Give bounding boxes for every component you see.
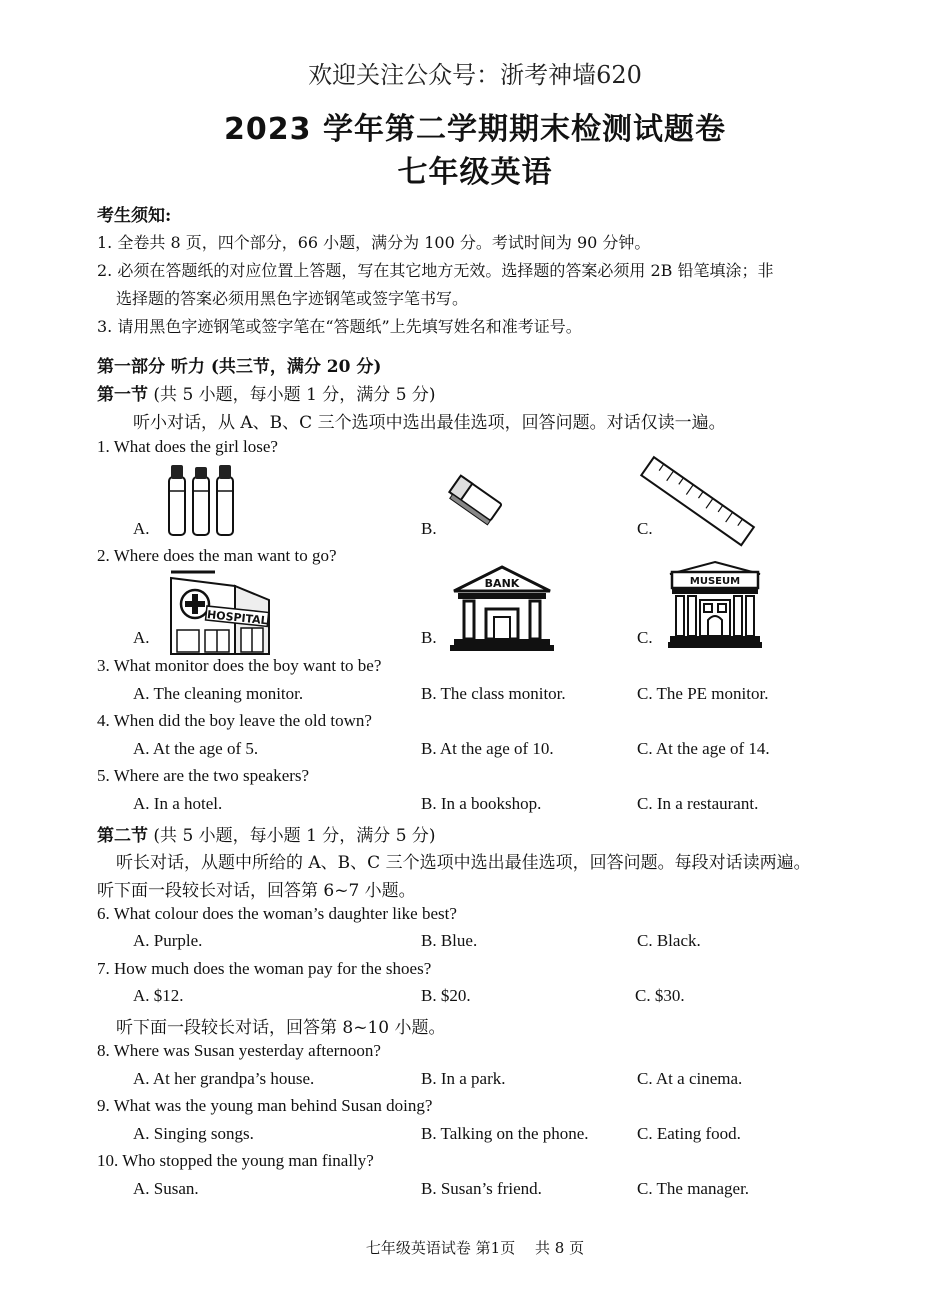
museum-sign-label: MUSEUM xyxy=(689,576,741,587)
q7-option-c: C. $30. xyxy=(635,986,685,1005)
q3-option-a: A. The cleaning monitor. xyxy=(133,684,304,703)
section2-label: 第二节 xyxy=(97,826,148,846)
notice-item-1: 1. 全卷共 8 页，四个部分，66 小题，满分为 100 分。考试时间为 90 分钟。 xyxy=(97,233,651,252)
q5-option-a: A. In a hotel. xyxy=(133,794,223,813)
section1-header xyxy=(97,380,436,405)
notice-heading: 考生须知: xyxy=(97,206,172,226)
q3-option-c: C. The PE monitor. xyxy=(637,684,769,703)
question-6: 6. What colour does the woman’s daughter like best? xyxy=(97,904,457,923)
hospital-icon xyxy=(165,570,271,654)
q5-option-c: C. In a restaurant. xyxy=(637,794,759,813)
q6-option-b: B. Blue. xyxy=(421,931,478,950)
q4-option-a: A. At the age of 5. xyxy=(133,739,259,758)
q10-option-c: C. The manager. xyxy=(637,1179,750,1198)
q6-option-a: A. Purple. xyxy=(133,931,203,950)
q8-option-c: C. At a cinema. xyxy=(637,1069,743,1088)
q2-option-b: B. xyxy=(421,628,437,647)
hospital-sign-label: HOSPITAL xyxy=(206,608,269,628)
q3-option-b: B. The class monitor. xyxy=(421,684,566,703)
section1-instruction: 听小对话，从 A、B、C 三个选项中选出最佳选项，回答问题。对话仅读一遍。 xyxy=(133,413,726,433)
q9-option-b: B. Talking on the phone. xyxy=(421,1124,589,1143)
page-footer: 七年级英语试卷 第1页 共 8 页 xyxy=(365,1239,585,1257)
question-7: 7. How much does the woman pay for the shoes? xyxy=(97,959,432,978)
bank-icon xyxy=(450,565,554,652)
q4-option-c: C. At the age of 14. xyxy=(637,739,770,758)
q4-option-b: B. At the age of 10. xyxy=(421,739,554,758)
exam-subject: 七年级英语 xyxy=(397,155,553,190)
question-2: 2. Where does the man want to go? xyxy=(97,546,337,565)
notice-item-2-cont: 选择题的答案必须用黑色字迹钢笔或签字笔书写。 xyxy=(116,289,469,308)
section2-sub2: 听下面一段较长对话，回答第 8~10 小题。 xyxy=(116,1018,446,1038)
section2-info: (共 5 小题，每小题 1 分，满分 5 分) xyxy=(153,826,436,846)
eraser-icon xyxy=(444,474,506,524)
q2-option-a: A. xyxy=(133,628,150,647)
section2-sub1: 听下面一段较长对话，回答第 6~7 小题。 xyxy=(97,881,416,901)
q7-option-a: A. $12. xyxy=(133,986,184,1005)
section2-header xyxy=(97,821,436,846)
q7-option-b: B. $20. xyxy=(421,986,471,1005)
question-10: 10. Who stopped the young man finally? xyxy=(97,1151,374,1170)
q6-option-c: C. Black. xyxy=(637,931,701,950)
notice-item-3: 3. 请用黑色字迹钢笔或签字笔在“答题纸”上先填写姓名和准考证号。 xyxy=(97,317,582,336)
bank-sign-label: BANK xyxy=(484,577,520,590)
markers-icon xyxy=(165,463,240,541)
ruler-icon xyxy=(640,458,755,546)
notice-item-2: 2. 必须在答题纸的对应位置上答题，写在其它地方无效。选择题的答案必须用 2B 铅笔填涂；非 xyxy=(97,261,774,280)
q8-option-a: A. At her grandpa’s house. xyxy=(133,1069,315,1088)
q1-option-b: B. xyxy=(421,519,437,538)
part1-heading: 第一部分 听力 (共三节，满分 20 分) xyxy=(97,357,382,377)
q5-option-b: B. In a bookshop. xyxy=(421,794,542,813)
section2-instruction: 听长对话，从题中所给的 A、B、C 三个选项中选出最佳选项，回答问题。每段对话读两遍。 xyxy=(116,853,811,873)
q2-option-c: C. xyxy=(637,628,653,647)
question-8: 8. Where was Susan yesterday afternoon? xyxy=(97,1041,381,1060)
question-5: 5. Where are the two speakers? xyxy=(97,766,310,785)
section1-label: 第一节 xyxy=(97,385,148,405)
q10-option-b: B. Susan’s friend. xyxy=(421,1179,542,1198)
museum-icon xyxy=(668,560,762,650)
q9-option-a: A. Singing songs. xyxy=(133,1124,254,1143)
question-4: 4. When did the boy leave the old town? xyxy=(97,711,372,730)
exam-title: 2023 学年第二学期期末检测试题卷 xyxy=(224,112,726,147)
question-3: 3. What monitor does the boy want to be? xyxy=(97,656,382,675)
q1-option-a: A. xyxy=(133,519,150,538)
section1-info: (共 5 小题，每小题 1 分，满分 5 分) xyxy=(153,385,436,405)
q10-option-a: A. Susan. xyxy=(133,1179,199,1198)
question-1: 1. What does the girl lose? xyxy=(97,437,278,456)
promo-text: 欢迎关注公众号：浙考神墙620 xyxy=(308,61,642,89)
q9-option-c: C. Eating food. xyxy=(637,1124,741,1143)
q8-option-b: B. In a park. xyxy=(421,1069,506,1088)
question-9: 9. What was the young man behind Susan doing? xyxy=(97,1096,433,1115)
q1-option-c: C. xyxy=(637,519,653,538)
